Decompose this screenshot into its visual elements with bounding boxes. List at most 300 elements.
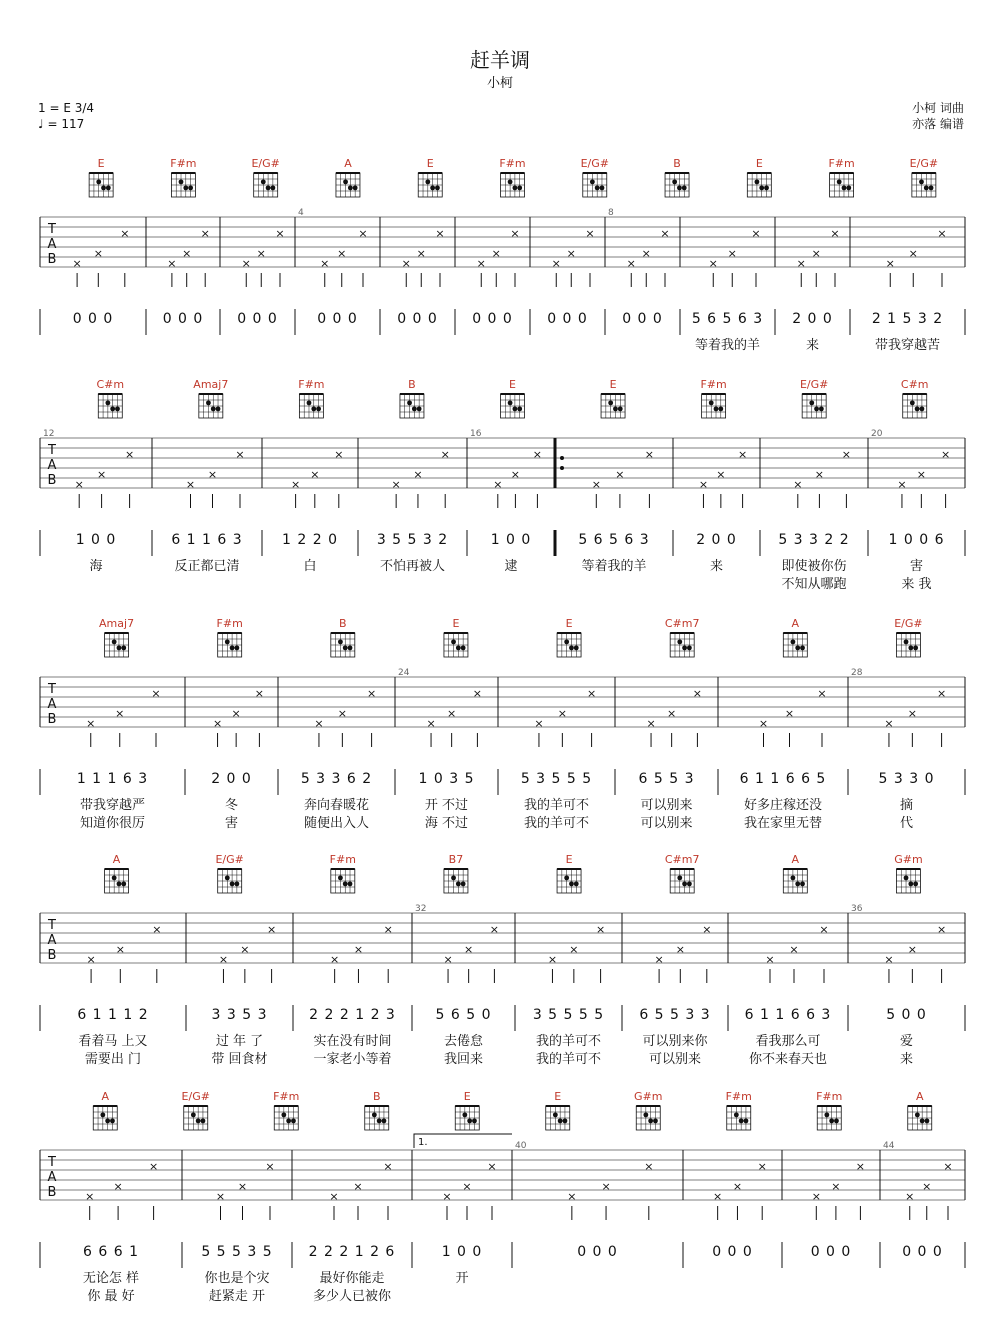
- finger-dot: [913, 881, 918, 886]
- finger-dot: [456, 881, 461, 886]
- tab-note: ×: [702, 923, 712, 936]
- finger-dot: [569, 645, 574, 650]
- chord-name: F#m: [329, 853, 356, 866]
- finger-dot: [759, 185, 764, 190]
- tab-note: ×: [231, 707, 241, 720]
- tab-note: ×: [675, 943, 685, 956]
- finger-dot: [338, 639, 343, 644]
- tab-note: ×: [884, 953, 894, 966]
- chord-name: F#m: [816, 1090, 843, 1103]
- lyric-line-2: 知道你很厉: [79, 816, 146, 831]
- finger-dot: [105, 400, 110, 405]
- jianpu-notes: 6 1 1 6 6 5: [739, 771, 827, 787]
- jianpu-notes: 2 0 0: [792, 311, 833, 327]
- finger-dot: [919, 179, 924, 184]
- chord-name: E/G#: [580, 157, 609, 170]
- finger-dot: [188, 185, 193, 190]
- measure-number: 28: [851, 668, 863, 678]
- jianpu-notes: 0 0 0: [902, 1244, 943, 1260]
- jianpu-notes: 6 5 5 3 3: [639, 1007, 711, 1023]
- finger-dot: [834, 1118, 839, 1123]
- finger-dot: [191, 1112, 196, 1117]
- tab-note: ×: [391, 478, 401, 491]
- tab-note: ×: [841, 448, 852, 461]
- lyric-line-1: 摘: [899, 798, 914, 813]
- tab-note: ×: [796, 257, 806, 270]
- chord-name: E: [565, 617, 573, 630]
- tab-note: ×: [667, 707, 677, 720]
- jianpu-notes: 1 0 0: [441, 1244, 483, 1260]
- finger-dot: [270, 185, 275, 190]
- tab-note: ×: [240, 943, 250, 956]
- jianpu-notes: 0 0 0: [810, 1244, 852, 1260]
- tab-note: ×: [275, 227, 285, 240]
- tab-note: ×: [905, 1190, 915, 1203]
- chord-name: Amaj7: [193, 378, 229, 391]
- finger-dot: [456, 645, 461, 650]
- tab-note: ×: [831, 1180, 841, 1193]
- tab-note: ×: [115, 707, 125, 720]
- lyric-line-2: 赶紧走 开: [208, 1289, 266, 1304]
- chord-name: B: [339, 617, 347, 630]
- chord-name: A: [791, 617, 800, 630]
- lyric-line-2: 随便出入人: [303, 816, 370, 831]
- lyric-line-1: 看着马 上又: [78, 1034, 148, 1049]
- arranger: 亦落 编谱: [912, 117, 964, 131]
- tab-note: ×: [337, 707, 347, 720]
- tab-note: ×: [510, 468, 521, 481]
- tab-note: ×: [595, 923, 606, 936]
- tab-note: ×: [644, 448, 655, 461]
- tab-clef-b: B: [47, 252, 57, 267]
- chord-name: F#m: [828, 157, 855, 170]
- tab-note: ×: [443, 953, 453, 966]
- tab-note: ×: [237, 1180, 248, 1193]
- tab-note: ×: [907, 943, 917, 956]
- measure-number: 24: [398, 668, 410, 678]
- finger-dot: [417, 406, 422, 411]
- lyric-line-1: 来: [805, 338, 820, 353]
- tab-note: ×: [124, 448, 135, 461]
- tab-note: ×: [185, 478, 196, 491]
- finger-dot: [564, 875, 569, 880]
- finger-dot: [517, 185, 522, 190]
- finger-dot: [513, 185, 518, 190]
- finger-dot: [791, 639, 796, 644]
- chord-name: F#m: [700, 378, 727, 391]
- tab-note: ×: [329, 1190, 339, 1203]
- finger-dot: [904, 875, 909, 880]
- tab-note: ×: [96, 468, 107, 481]
- finger-dot: [112, 639, 117, 644]
- finger-dot: [96, 179, 101, 184]
- finger-dot: [829, 1118, 834, 1123]
- finger-dot: [451, 639, 456, 644]
- finger-dot: [105, 1118, 110, 1123]
- chord-name: B: [673, 157, 681, 170]
- finger-dot: [755, 179, 760, 184]
- tab-note: ×: [182, 247, 192, 260]
- chord-name: B: [408, 378, 416, 391]
- jianpu-notes: 0 0 0: [397, 311, 438, 327]
- tab-note: ×: [207, 468, 218, 481]
- jianpu-notes: 5 3 3 6 2: [300, 771, 373, 787]
- finger-dot: [908, 881, 913, 886]
- lyric-line-2: 我的羊可不: [535, 1052, 602, 1067]
- jianpu-notes: 0 0 0: [472, 311, 513, 327]
- finger-dot: [106, 185, 111, 190]
- chord-name: G#m: [894, 853, 923, 866]
- jianpu-notes: 2 1 5 3 2: [871, 311, 944, 327]
- chord-name: E/G#: [799, 378, 829, 391]
- finger-dot: [508, 400, 513, 405]
- chord-name: E: [554, 1090, 562, 1103]
- finger-dot: [183, 185, 188, 190]
- finger-dot: [920, 1118, 925, 1123]
- tab-note: ×: [472, 687, 483, 700]
- tab-note: ×: [601, 1180, 611, 1193]
- finger-dot: [764, 185, 769, 190]
- tab-note: ×: [855, 1160, 866, 1173]
- tab-note: ×: [641, 247, 651, 260]
- finger-dot: [230, 645, 235, 650]
- chord-name: C#m7: [664, 617, 700, 630]
- finger-dot: [179, 179, 184, 184]
- tab-note: ×: [727, 247, 737, 260]
- lyric-line-1: 反正都已清: [174, 559, 240, 574]
- lyric-line-1: 害: [909, 559, 924, 574]
- jianpu-notes: 5 5 5 3 5: [201, 1244, 273, 1260]
- measure-number: 16: [470, 429, 482, 439]
- lyric-line-1: 无论怎 样: [82, 1271, 140, 1286]
- chord-name: E: [565, 853, 573, 866]
- jianpu-notes: 6 1 1 6 6 3: [744, 1007, 832, 1023]
- tab-note: ×: [943, 1160, 953, 1173]
- tab-note: ×: [353, 943, 364, 956]
- tab-note: ×: [493, 478, 503, 491]
- measure-number: 40: [515, 1141, 527, 1151]
- finger-dot: [908, 645, 913, 650]
- finger-dot: [513, 406, 518, 411]
- chord-name: E: [463, 1090, 471, 1103]
- tab-clef-b: B: [47, 1185, 57, 1200]
- tab-note: ×: [462, 1180, 472, 1193]
- tab-note: ×: [218, 953, 229, 966]
- finger-dot: [461, 881, 466, 886]
- finger-dot: [564, 639, 569, 644]
- tab-note: ×: [416, 247, 426, 260]
- finger-dot: [574, 645, 579, 650]
- chord-name: E: [97, 157, 105, 170]
- chord-name: E/G#: [215, 853, 244, 866]
- finger-dot: [281, 1112, 286, 1117]
- chord-name: F#m: [170, 157, 197, 170]
- tab-note: ×: [916, 468, 926, 481]
- tab-note: ×: [908, 247, 918, 260]
- finger-dot: [791, 875, 796, 880]
- finger-dot: [517, 406, 522, 411]
- chord-name: B: [372, 1090, 381, 1103]
- lyric-line-2: 多少人已被你: [312, 1289, 392, 1304]
- jianpu-notes: 1 0 0 6: [888, 532, 945, 548]
- tab-note: ×: [567, 1190, 577, 1203]
- tab-note: ×: [152, 923, 162, 936]
- finger-dot: [809, 400, 814, 405]
- finger-dot: [718, 406, 723, 411]
- tab-note: ×: [885, 257, 895, 270]
- finger-dot: [709, 400, 714, 405]
- tab-note: ×: [547, 953, 558, 966]
- tab-note: ×: [566, 247, 576, 260]
- jianpu-notes: 5 6 5 6 3: [578, 532, 650, 548]
- tab-clef-a: A: [47, 697, 57, 712]
- finger-dot: [915, 1112, 920, 1117]
- tab-note: ×: [698, 478, 709, 491]
- finger-dot: [234, 645, 239, 650]
- chord-name: F#m: [499, 157, 526, 170]
- chord-name: F#m: [725, 1090, 752, 1103]
- tab-note: ×: [591, 478, 601, 491]
- finger-dot: [682, 881, 687, 886]
- repeat-dot: [560, 456, 564, 460]
- finger-dot: [590, 179, 595, 184]
- tab-note: ×: [940, 448, 951, 461]
- tab-note: ×: [534, 717, 544, 730]
- finger-dot: [343, 645, 348, 650]
- jianpu-notes: 5 0 0: [886, 1007, 927, 1023]
- tab-note: ×: [435, 227, 445, 240]
- lyric-line-2: 可以别来: [648, 1052, 702, 1067]
- finger-dot: [121, 645, 126, 650]
- song-title: 赶羊调: [470, 48, 530, 72]
- tab-note: ×: [320, 257, 330, 270]
- finger-dot: [653, 1118, 658, 1123]
- chord-name: A: [915, 1090, 924, 1103]
- lyric-line-1: 好多庄稼还没: [743, 798, 823, 813]
- tab-clef-t: T: [48, 443, 56, 458]
- jianpu-notes: 0 0 0: [72, 311, 114, 327]
- finger-dot: [100, 1112, 105, 1117]
- tab-note: ×: [789, 943, 799, 956]
- finger-dot: [348, 185, 353, 190]
- tab-note: ×: [383, 1160, 393, 1173]
- jianpu-notes: 3 5 5 3 2: [376, 532, 449, 548]
- finger-dot: [234, 881, 239, 886]
- tab-note: ×: [266, 923, 277, 936]
- lyric-line-1: 逮: [504, 559, 518, 574]
- tab-note: ×: [751, 227, 761, 240]
- finger-dot: [348, 881, 353, 886]
- jianpu-notes: 5 6 5 0: [435, 1007, 492, 1023]
- finger-dot: [739, 1118, 744, 1123]
- finger-dot: [574, 881, 579, 886]
- measure-number: 4: [298, 208, 304, 218]
- finger-dot: [677, 639, 682, 644]
- finger-dot: [800, 881, 805, 886]
- tab-clef-t: T: [48, 222, 56, 237]
- finger-dot: [117, 645, 122, 650]
- tab-note: ×: [814, 468, 825, 481]
- lyric-line-2: 代: [899, 816, 914, 831]
- tab-note: ×: [586, 687, 597, 700]
- tab-note: ×: [551, 257, 561, 270]
- tempo-marking: ♩ = 117: [38, 117, 85, 131]
- finger-dot: [920, 406, 925, 411]
- tab-note: ×: [265, 1160, 275, 1173]
- lyric-line-2: 可以别来: [640, 816, 693, 831]
- tab-note: ×: [413, 468, 423, 481]
- lyric-line-1: 等着我的羊: [581, 559, 647, 574]
- finger-dot: [286, 1118, 291, 1123]
- tab-note: ×: [447, 707, 457, 720]
- tab-clef-b: B: [47, 948, 57, 963]
- finger-dot: [553, 1112, 558, 1117]
- finger-dot: [595, 185, 600, 190]
- finger-dot: [558, 1118, 563, 1123]
- finger-dot: [266, 185, 271, 190]
- finger-dot: [800, 645, 805, 650]
- finger-dot: [377, 1118, 382, 1123]
- chord-name: E/G#: [894, 617, 923, 630]
- key-signature: 1 = E 3/4: [38, 101, 95, 115]
- finger-dot: [225, 639, 230, 644]
- finger-dot: [307, 400, 312, 405]
- tab-note: ×: [215, 1190, 226, 1203]
- jianpu-notes: 3 5 5 5 5: [532, 1007, 605, 1023]
- finger-dot: [608, 400, 613, 405]
- lyric-line-1: 过 年 了: [215, 1034, 264, 1049]
- lyric-line-1: 白: [303, 559, 317, 574]
- tab-note: ×: [557, 707, 567, 720]
- jianpu-notes: 2 0 0: [696, 532, 737, 548]
- finger-dot: [682, 185, 687, 190]
- tab-note: ×: [86, 717, 96, 730]
- finger-dot: [687, 881, 692, 886]
- chord-name: E: [755, 157, 763, 170]
- finger-dot: [451, 875, 456, 880]
- tab-note: ×: [151, 687, 161, 700]
- finger-dot: [915, 406, 920, 411]
- tab-note: ×: [489, 923, 500, 936]
- finger-dot: [196, 1118, 201, 1123]
- finger-dot: [925, 1118, 930, 1123]
- finger-dot: [462, 1112, 467, 1117]
- tab-note: ×: [784, 707, 795, 720]
- tab-note: ×: [167, 257, 177, 270]
- tab-note: ×: [817, 687, 827, 700]
- chord-name: F#m: [216, 617, 243, 630]
- chord-name: F#m: [298, 378, 325, 391]
- tab-note: ×: [334, 448, 344, 461]
- lyric-line-1: 开 不过: [424, 798, 469, 813]
- chord-name: E: [452, 617, 460, 630]
- finger-dot: [316, 406, 321, 411]
- tab-note: ×: [654, 953, 664, 966]
- lyric-line-2: 害: [224, 816, 239, 831]
- jianpu-notes: 0 0 0: [712, 1244, 753, 1260]
- jianpu-notes: 1 0 0: [75, 532, 117, 548]
- lyric-line-1: 海: [89, 559, 103, 574]
- tab-note: ×: [120, 227, 130, 240]
- finger-dot: [412, 406, 417, 411]
- volta-label: 1.: [418, 1137, 428, 1148]
- finger-dot: [435, 185, 440, 190]
- measure-number: 12: [43, 429, 55, 439]
- finger-dot: [643, 1112, 648, 1117]
- tab-note: ×: [510, 227, 520, 240]
- chord-name: E: [426, 157, 434, 170]
- tab-clef-b: B: [47, 712, 57, 727]
- tab-note: ×: [532, 448, 543, 461]
- tab-note: ×: [401, 257, 411, 270]
- tab-note: ×: [491, 247, 501, 260]
- tab-clef-a: A: [47, 458, 57, 473]
- tab-note: ×: [290, 478, 301, 491]
- jianpu-notes: 6 5 5 3: [638, 771, 695, 787]
- jianpu-notes: 0 0 0: [237, 311, 278, 327]
- finger-dot: [216, 406, 221, 411]
- repeat-dot: [560, 466, 564, 470]
- tab-note: ×: [426, 717, 436, 730]
- lyric-line-1: 我的羊可不: [523, 798, 590, 813]
- tab-note: ×: [464, 943, 474, 956]
- jianpu-notes: 0 0 0: [577, 1244, 618, 1260]
- tab-note: ×: [86, 953, 96, 966]
- jianpu-notes: 0 0 0: [317, 311, 358, 327]
- tab-note: ×: [936, 923, 947, 936]
- tab-note: ×: [615, 468, 625, 481]
- lyric-line-1: 可以别来你: [642, 1034, 708, 1049]
- tab-clef-t: T: [48, 918, 56, 933]
- tab-note: ×: [732, 1180, 743, 1193]
- finger-dot: [201, 1118, 206, 1123]
- jianpu-notes: 6 1 1 1 2: [77, 1007, 149, 1023]
- chord-name: A: [112, 853, 121, 866]
- tab-clef-a: A: [47, 1170, 57, 1185]
- finger-dot: [819, 406, 824, 411]
- tab-note: ×: [442, 1190, 452, 1203]
- finger-dot: [508, 179, 513, 184]
- tab-note: ×: [569, 943, 579, 956]
- jianpu-notes: 5 3 3 0: [878, 771, 935, 787]
- jianpu-notes: 1 0 3 5: [418, 771, 475, 787]
- lyric-line-2: 我的羊可不: [523, 816, 590, 831]
- jianpu-notes: 2 2 2 1 2 6: [308, 1244, 396, 1260]
- lyric-line-1: 带我穿越苦: [874, 338, 941, 353]
- chord-name: E/G#: [251, 157, 280, 170]
- lyric-line-2: 海 不过: [424, 816, 469, 831]
- tab-note: ×: [476, 257, 486, 270]
- finger-dot: [382, 1118, 387, 1123]
- tab-note: ×: [366, 687, 377, 700]
- finger-dot: [563, 1118, 568, 1123]
- finger-dot: [343, 881, 348, 886]
- tab-note: ×: [830, 227, 840, 240]
- lyric-line-1: 等着我的羊: [694, 338, 761, 353]
- lyric-line-2: 你 最 好: [87, 1289, 135, 1304]
- lyric-line-1: 不怕再被人: [379, 559, 446, 574]
- measure-number: 32: [415, 904, 427, 914]
- chord-name: Amaj7: [99, 617, 135, 630]
- chord-name: C#m7: [664, 853, 700, 866]
- lyric-line-2: 不知从哪跑: [781, 577, 847, 592]
- finger-dot: [814, 406, 819, 411]
- jianpu-notes: 0 0 0: [162, 311, 204, 327]
- finger-dot: [714, 406, 719, 411]
- finger-dot: [343, 179, 348, 184]
- tab-note: ×: [241, 257, 251, 270]
- tab-note: ×: [440, 448, 450, 461]
